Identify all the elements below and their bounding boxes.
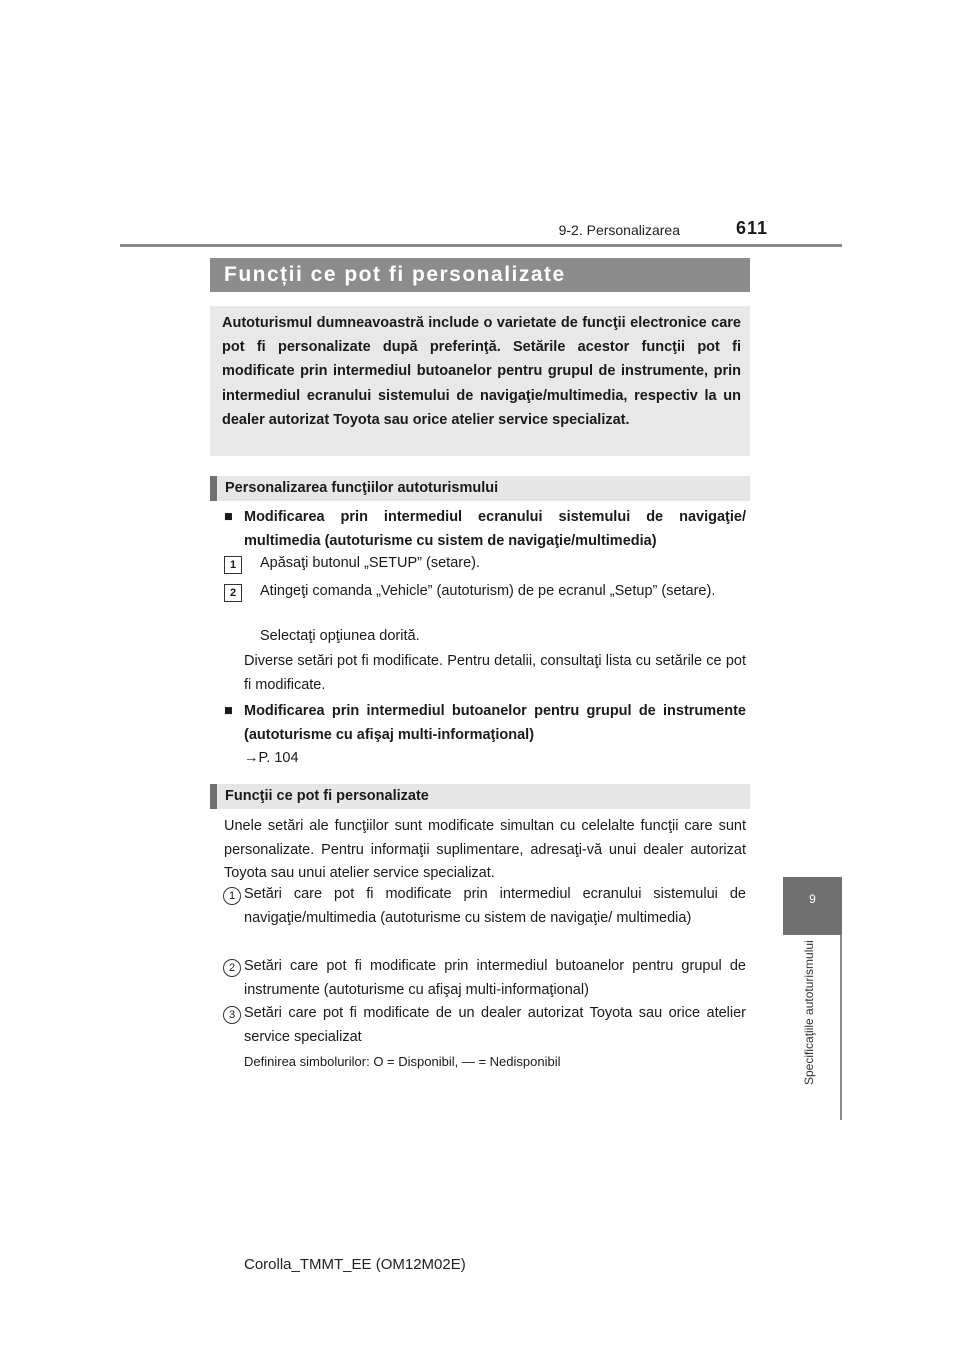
page-number: 611: [735, 218, 768, 238]
chapter-number: 9: [809, 892, 816, 906]
bullet-marker: ■: [224, 703, 233, 719]
bullet-instruments-text: Modificarea prin intermediul butoanelor pentru grupul de instrumente (autoturisme cu afişaj multi-informaţional): [244, 703, 746, 743]
section-paragraph: Unele setări ale funcţiilor sunt modificate simultan cu celelalte funcţii care sunt personalizate. Pentru informaţii suplimentare, adresaţi-vă unui dealer autorizat Toyota sau unui atelier service specializat.: [224, 818, 746, 881]
step-text: Atingeţi comanda „Vehicle” (autoturism) de pe ecranul „Setup” (setare).: [260, 583, 716, 599]
item-number: 2: [223, 959, 241, 977]
bullet-navigation: [224, 506, 746, 553]
section-heading-personalization: Personalizarea funcţiilor autoturismului: [210, 476, 750, 501]
item-text: Setări care pot fi modificate de un dealer autorizat Toyota sau orice atelier service specializat: [244, 1005, 746, 1045]
header-rule: [120, 244, 842, 247]
item-text: Setări care pot fi modificate prin intermediul ecranului sistemului de navigaţie/multimedia (autoturisme cu sistem de navigaţie/ multimedia): [244, 886, 746, 926]
page-title: Funcții ce pot fi personalizate: [210, 258, 750, 292]
item-number: 1: [223, 887, 241, 905]
chapter-tab: [783, 877, 842, 935]
page-header: [120, 218, 840, 246]
note-text: Diverse setări pot fi modificate. Pentru detalii, consultaţi lista cu setările ce pot fi modificate.: [244, 653, 746, 693]
page-reference[interactable]: →P. 104: [244, 750, 299, 766]
step-number: 1: [224, 556, 242, 574]
document-footer: Corolla_TMMT_EE (OM12M02E): [244, 1256, 466, 1273]
chapter-rule: [840, 935, 842, 1120]
header-section-title: 9-2. Personalizarea: [558, 222, 680, 238]
symbol-legend: Definirea simbolurilor: O = Disponibil, — = Nedisponibil: [244, 1054, 561, 1069]
step-extra-text: Selectaţi opţiunea dorită.: [260, 628, 420, 644]
bullet-marker: ■: [224, 509, 233, 525]
item-text: Setări care pot fi modificate prin intermediul butoanelor pentru grupul de instrumente (autoturisme cu afişaj multi-informaţional): [244, 958, 746, 998]
intro-text: Autoturismul dumneavoastră include o varietate de funcţii electronice care pot fi personalizate după preferinţă. Setările acestor funcţii pot fi modificate prin intermediul butoanelor pentru grupul de instrumente, prin intermediul ecranului sistemului de navigaţie/multimedia, respectiv la un dealer autorizat Toyota sau orice atelier service specializat.: [222, 315, 741, 428]
intro-box: [210, 306, 750, 456]
item-number: 3: [223, 1006, 241, 1024]
chapter-title: Specificaţiile autoturismului: [802, 940, 816, 1085]
section-heading-functions: Funcţii ce pot fi personalizate: [210, 784, 750, 809]
bullet-instruments: [224, 700, 746, 747]
step-number: 2: [224, 584, 242, 602]
bullet-navigation-text: Modificarea prin intermediul ecranului sistemului de navigaţie/ multimedia (autoturisme cu sistem de navigaţie/multimedia): [244, 509, 746, 549]
step-text: Apăsaţi butonul „SETUP” (setare).: [260, 555, 481, 571]
